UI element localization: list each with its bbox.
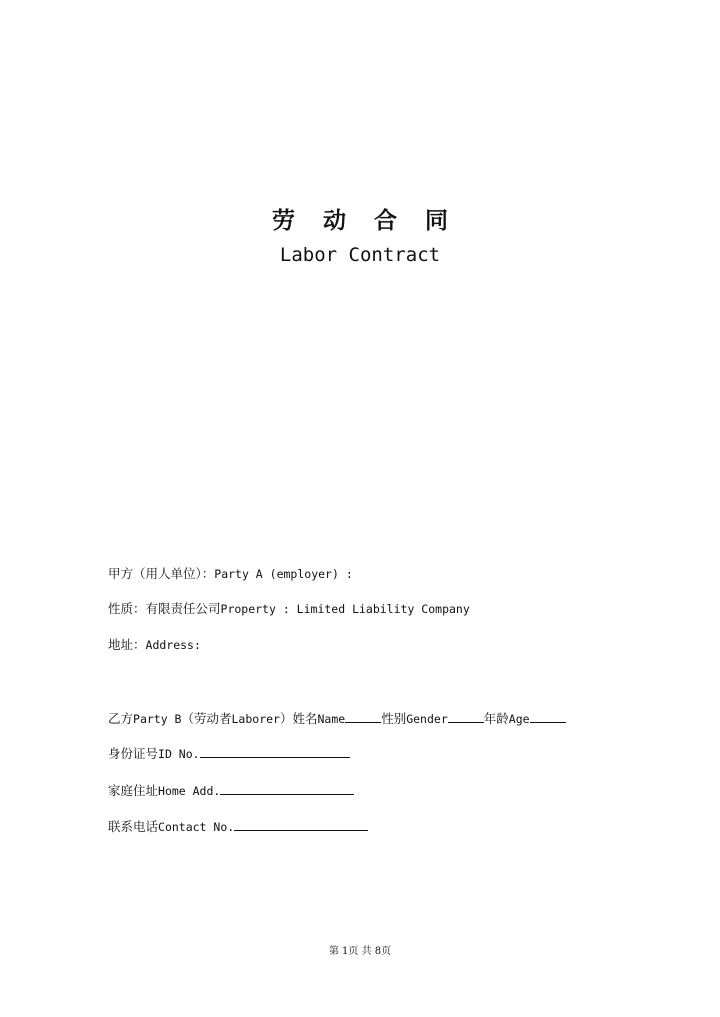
- name-label-en: Name: [317, 712, 346, 726]
- page-number-footer: 第 1页 共 8页: [328, 946, 392, 957]
- laborer-label-cn: （劳动者: [181, 711, 232, 726]
- gender-blank-field[interactable]: [448, 710, 484, 723]
- contact-label-cn: 联系电话: [108, 819, 159, 834]
- address-label-cn: 地址：: [108, 637, 146, 652]
- gender-label-cn: 性别: [381, 711, 407, 726]
- party-a-label-en: Party A (employer) :: [214, 567, 353, 581]
- laborer-label-en: Laborer: [231, 712, 280, 726]
- address-line: [108, 637, 201, 653]
- nature-label-cn: 性质：有限责任公司: [108, 601, 221, 616]
- age-blank-field[interactable]: [530, 710, 566, 723]
- party-a-label-cn: 甲方（用人单位）：: [108, 566, 215, 581]
- id-label-en: ID No.: [158, 747, 200, 761]
- id-line: [108, 745, 350, 762]
- id-blank-field[interactable]: [200, 745, 350, 758]
- home-address-label-cn: 家庭住址: [108, 783, 159, 798]
- title-chinese: 劳 动 合 同: [271, 207, 459, 234]
- contact-line: [108, 818, 368, 835]
- home-address-label-en: Home Add.: [158, 784, 221, 798]
- party-b-label-en: Party B: [133, 712, 182, 726]
- party-b-label-cn: 乙方: [108, 711, 134, 726]
- contact-blank-field[interactable]: [234, 818, 368, 831]
- party-b-line: [108, 710, 566, 727]
- gender-label-en: Gender: [406, 712, 448, 726]
- contact-label-en: Contact No.: [158, 820, 235, 834]
- nature-label-en: Property : Limited Liability Company: [220, 602, 470, 616]
- id-label-cn: 身份证号: [108, 746, 159, 761]
- home-address-blank-field[interactable]: [220, 782, 354, 795]
- name-blank-field[interactable]: [345, 710, 381, 723]
- age-label-cn: 年龄: [483, 711, 509, 726]
- name-label-cn: ）姓名: [279, 711, 318, 726]
- address-label-en: Address:: [145, 638, 201, 652]
- title-english: Labor Contract: [279, 244, 441, 266]
- nature-line: [108, 601, 470, 617]
- age-label-en: Age: [508, 712, 530, 726]
- home-address-line: [108, 782, 354, 799]
- party-a-line: [108, 566, 353, 582]
